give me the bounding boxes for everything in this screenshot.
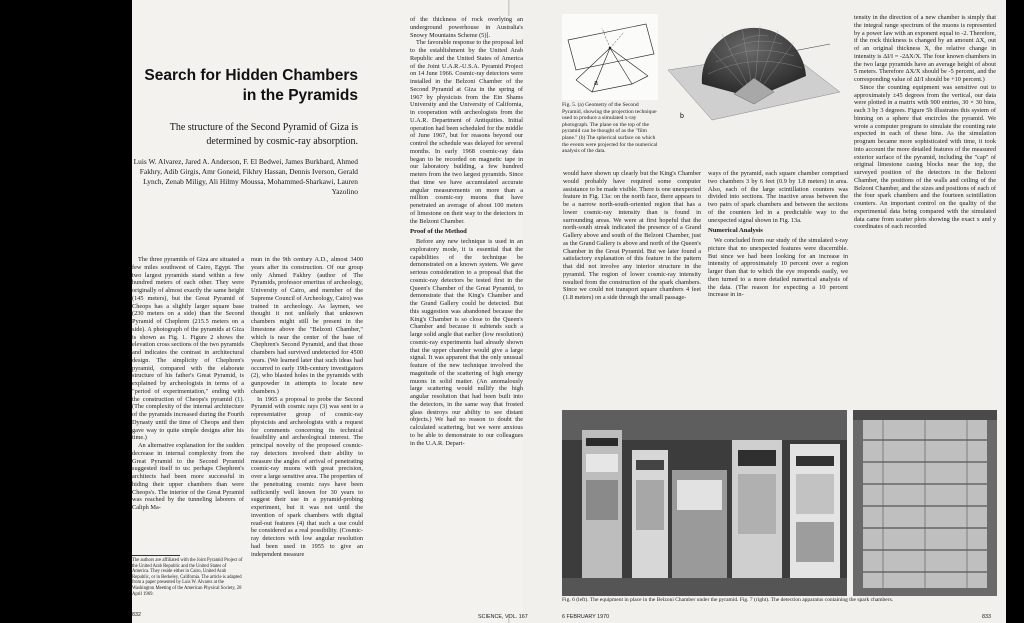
paragraph: The favorable response to the proposal led to the establishment by the United Arab Republic and the United States of America of the Joint U.A.R.-U.S.A. Pyramid Project on 14 June 1966. Cosmic-ray detectors were installed in the Belzoni Chamber of the Second Pyramid at Giza in the spring of 1967 by physicists from the Ein Shams University and the University of California, in cooperation with archeologists from the U.A.R. Department of Antiquities. Initial operation had been scheduled for the middle of June 1967, but for reasons beyond our control the schedule was delayed for several months. In early 1968 cosmic-ray data began to be recorded on magnetic tape in our laboratory building, a few hundred meters from the two largest pyramids. Since that time we have accumulated accurate angular measurements on more than a million cosmic-ray muons that have penetrated an average of about 100 meters of limestone on their way to the detectors in the Belzoni Chamber. (410, 39, 524, 225)
figure-5a (562, 14, 658, 100)
footnote: The authors are affiliated with the Joint Pyramid Project of the United Arab Republic and the United States of America. They reside either in Cairo, United Arab Republic, or in Berkeley, California. The article is adapted from a paper presented by Luis W. Alvarez at the Washington Meeting of the American Physical Society, 28 April 1969. (132, 558, 243, 597)
paragraph: Since the counting equipment was sensitive out to approximately ±45 degrees from the vertical, our data were plotted in a matrix with 900 entries, 30 × 30 bins, each 3 by 3 degrees. Figure 5b illustrates this system of binning on a sphere that encircles the pyramid. We wrote a computer program to simulate the counting rate expected in each of these bins. As the simulation program became more sophisticated with time, it took into account the more detailed features of the measured exterior surface of the pyramid, including the "cap" of original limestone casing blocks near the top, the surveyed position of the detectors in the Belzoni Chamber, the positions of the walls and ceiling of the Belzoni Chamber, and the sizes and positions of each of the four spark chambers and the fourteen scintillation counters. An important control on the quality of the experimental data being compared with the simulated data came from scatter plots showing the exact x and y coordinates of each recorded (854, 83, 996, 231)
paragraph: Before any new technique is used in an exploratory mode, it is essential that the capabilities of the technique be demonstrated on a known system. We gave serious consideration to a proposal that the cosmic-ray detectors be tested first in the Queen's Chamber of the Great Pyramid, to demonstrate that the King's Chamber and the Grand Gallery could be detected. But this suggestion was abandoned because the King's Chamber is so close to the Queen's Chamber and because it subtends such a large solid angle that earlier (low resolution) cosmic-ray experiments had already shown that the upper chamber would give a large signal. It was apparent that the only unusual feature of the new technique involved the magnitude of the scattering of high energy muons in solid matter. (An anomalously large scattering would nullify the high angular resolution that had been built into the detectors, in the same way that frosted glass destroys our ability to see distant objects.) We had no reason to doubt the calculated scattering, but we were anxious to be able to demonstrate to our colleagues in the U.A.R. Depart- (410, 238, 523, 447)
body-column-1 (132, 256, 244, 544)
body-column-6 (854, 14, 996, 392)
figure-6-7-caption: Fig. 6 (left). The equipment in place in the Belzoni Chamber under the pyramid. Fig. 7 (right). The detection apparatus containing the spark chambers. (562, 597, 894, 603)
paragraph: mun in the 9th century A.D., almost 3400 years after its construction. Of our group only Ahmed Fakhry (author of The Pyramids, professor emeritus of archeology, University of Cairo, and member of the Supreme Council of Archeology, Cairo) was trained in archeology. As laymen, we thought it not unlikely that unknown chambers might still be present in the limestone above the "Belzoni Chamber," which is near the center of the base of Chephren's Second Pyramid, and that those chambers had survived undetected for 4500 years. (We learned later that such ideas had occurred to early 19th-century investigators (2), who blasted holes in the pyramids with gunpowder in attempts to locate new chambers.) (251, 256, 363, 395)
figure-7-photo (853, 410, 997, 596)
body-column-4 (563, 170, 701, 444)
figure-5b-label: b (680, 113, 684, 120)
figure-5a-label: a (594, 80, 598, 87)
author-list: Luis W. Alvarez, Jared A. Anderson, F. El Bedwei, James Burkhard, Ahmed Fakhry, Adib Girgis, Amr Goneid, Fikhry Hassan, Dennis Iverson, Gerald Lynch, Zenab Miligy, Ali Hilmy Moussa, Mohammed-Sharkawi, Lauren Yazolino (133, 157, 358, 196)
paragraph: would have shown up clearly but the King's Chamber would probably have required some computer assistance to be made visible. There is one unexpected feature in Fig. 13a: on the north face, there appears to be a narrow north-south-oriented region that has a lower cosmic-ray intensity than is found in surrounding areas. We were at first hopeful that the north-south streak indicated the presence of a Grand Gallery above and south of the Belzoni Chamber, just as the Grand Gallery is above and north of the Queen's Chamber in the Great Pyramid. But we later found a satisfactory explanation of this feature in the pattern that did not involve any interior structure in the pyramid. The region of lower cosmic-ray intensity resulted from the construction of the spark chambers. Since we could not transport square chambers 4 feet (1.8 meters) on a side through the small passage- (563, 170, 701, 301)
figure-5-caption-text: Fig. 5. (a) Geometry of the Second Pyramid, showing the projection technique used to produce a simulated x-ray photograph. The plane on the top of the pyramid can be thought of as the "film plane." (b) The spherical surface on which the events were projected for the numerical analysis of the data. (562, 102, 658, 155)
footnote-rule (132, 555, 180, 556)
section-heading-numerical: Numerical Analysis (708, 227, 763, 235)
paragraph: In 1965 a proposal to probe the Second Pyramid with cosmic rays (3) was sent to a representative group of cosmic-ray physicists and archeologists with a request for comments concerning its technical feasibility and archeological interest. The principal novelty of the proposed cosmic-ray detectors involved their ability to measure the angles of arrival of penetrating cosmic-ray muons with great precision, over a large sensitive area. The properties of the penetrating cosmic rays have been sufficiently well known for 30 years to suggest their use in a pyramid-probing experiment, but it was not until the invention of spark chambers with digital read-out features (4) that such a use could be considered as a real possibility. (Cosmic-ray detectors with low angular resolution had been used in 1955 to give an independent measure (251, 395, 363, 558)
article-subtitle: The structure of the Second Pyramid of Giza is determined by cosmic-ray absorption. (169, 122, 358, 147)
section-heading-proof: Proof of the Method (410, 228, 467, 236)
footer-date: 6 FEBRUARY 1970 (562, 614, 610, 620)
footer-journal: SCIENCE, VOL. 167 (478, 614, 528, 620)
body-column-3 (410, 16, 523, 614)
body-column-2 (251, 256, 363, 614)
paragraph: tensity in the direction of a new chamber is simply that the integral range spectrum of the muons is represented by a power law with an exponent equal to -2. Therefore, if the rock thickness is changed by an amount ΔX, out of an original thickness X, the relative change in intensity is ΔI/I = -2ΔX/X. The four known chambers in the two large pyramids have an average height of about 5 meters. Therefore ΔX/X should be -5 percent, and the corresponding value of ΔI/I should be +10 percent.) (854, 14, 996, 83)
paragraph: We concluded from our study of the simulated x-ray picture that no unexpected features were discernible. But since we had been looking for an increase in intensity of approximately 10 percent over a region larger than that to which the eye responds easily, we then turned to a more detailed numerical analysis of the data. (The reason for expecting a 10 percent increase in in- (708, 237, 848, 299)
paragraph: of the thickness of rock overlying an underground powerhouse in Australia's Snowy Mountains Scheme (5)]. (410, 16, 523, 39)
body-column-5 (708, 170, 848, 444)
page-number-right: 833 (982, 614, 991, 620)
paragraph: An alternative explanation for the sudden decrease in internal complexity from the Great Pyramid to the Second Pyramid suggested itself to us: perhaps Chephren's architects had been more successful in hiding their upper chambers than were Cheops's. The interior of the Great Pyramid was reached by the tunneling laborers of Caliph Ma- (132, 442, 244, 511)
page-number: 832 (132, 612, 141, 618)
figure-6-photo (562, 410, 847, 596)
figure-5b (662, 12, 844, 122)
figure-5-caption (562, 102, 658, 155)
paragraph: ways of the pyramid, each square chamber comprised two chambers 3 by 6 feet (0.9 by 1.8 meters) in area. Also, each of the large scintillation counters was divided into sections. The inactive areas between the two pairs of spark chambers and between the sections of the counters led in a predictable way to the unexpected signal shown in Fig. 13a. (708, 170, 848, 224)
paragraph: The three pyramids of Giza are situated a few miles southwest of Cairo, Egypt. The two largest pyramids stand within a few hundred meters of each other. They were originally of almost exactly the same height (145 meters), but the Great Pyramid of Cheops has a slightly larger square base (230 meters on a side) than the Second Pyramid of Chephren (215.5 meters on a side). A photograph of the pyramids at Giza is shown as Fig. 1. Figure 2 shows the elevation cross sections of the two pyramids and indicates the contrast in architectural design. The simplicity of Chephren's pyramid, compared with the elaborate structure of his father's Great Pyramid, is explained by archeologists in terms of a "period of experimentation," ending with the construction of Cheops's pyramid (1). (The complexity of the internal architecture of the pyramids increased during the Fourth Dynasty until the time of Cheops and then gave way to quite simple designs after his time.) (132, 256, 244, 442)
article-title: Search for Hidden Chambers in the Pyramids (144, 67, 358, 104)
